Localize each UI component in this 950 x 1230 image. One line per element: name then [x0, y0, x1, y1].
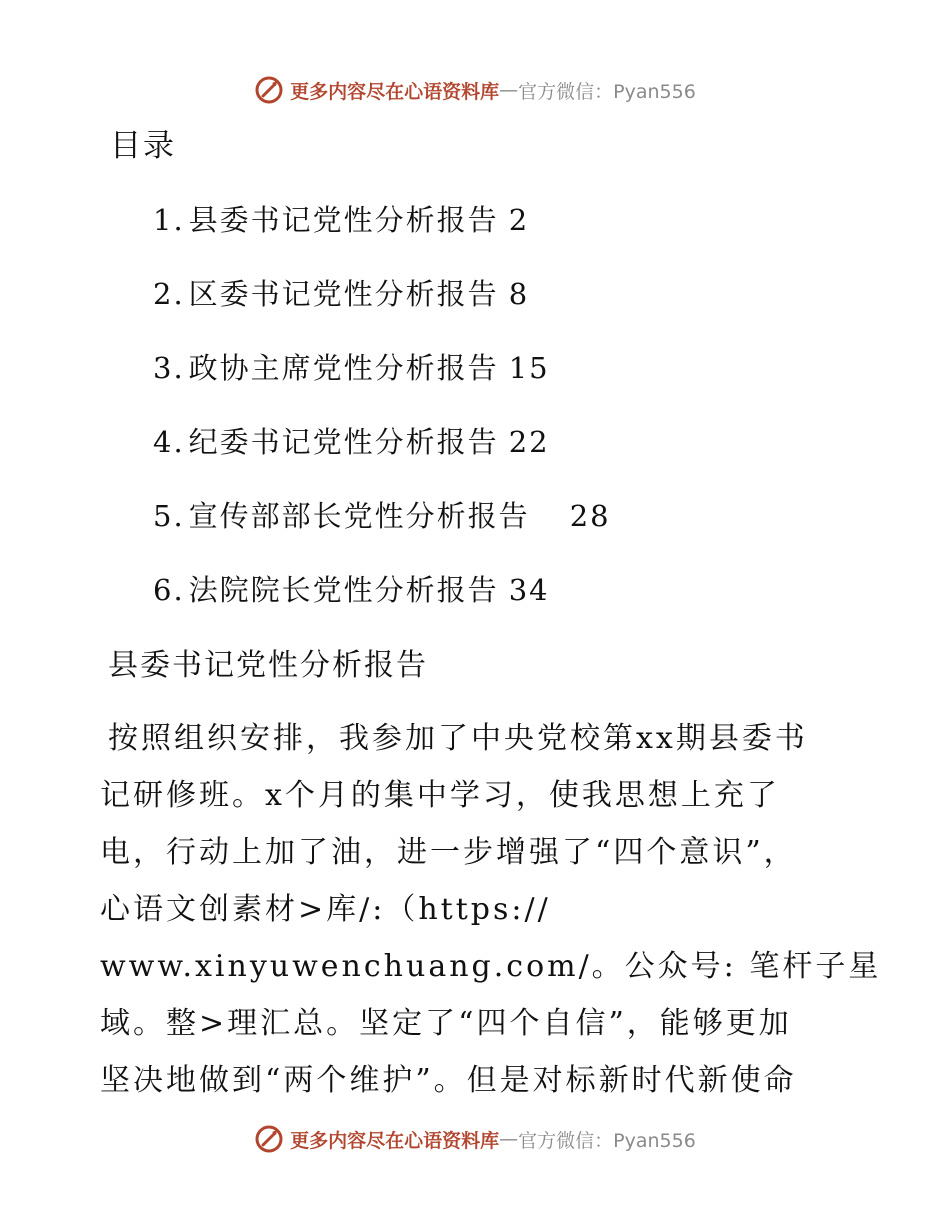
watermark-separator: — — [499, 1128, 519, 1150]
watermark-sub-text: 官方微信：Pyan556 — [518, 1129, 696, 1152]
watermark-main-text: 更多内容尽在心语资料库 — [290, 1129, 500, 1152]
body-line: 按照组织安排，我参加了中央党校第xx期县委书 — [108, 721, 808, 756]
body-line: 电，行动上加了油，进一步增强了“四个意识”， — [100, 835, 797, 870]
toc-list — [153, 198, 611, 642]
footer-watermark — [0, 1121, 950, 1157]
toc-item-text: 县委书记党性分析报告 — [188, 203, 499, 237]
header-watermark — [0, 72, 950, 108]
toc-item-page: 2 — [508, 203, 530, 237]
pen-logo-icon — [254, 75, 284, 105]
toc-item[interactable] — [153, 346, 611, 420]
body-line: 域。整>理汇总。坚定了“四个自信”，能够更加 — [100, 1006, 792, 1041]
toc-item-text: 宣传部部长党性分析报告 — [188, 499, 530, 533]
toc-item-text: 政协主席党性分析报告 — [188, 351, 499, 385]
toc-item-number: 2. — [153, 277, 185, 311]
toc-item-number: 4. — [153, 425, 185, 459]
toc-item[interactable] — [153, 494, 611, 568]
toc-item[interactable] — [153, 420, 611, 494]
watermark-separator: — — [499, 79, 519, 101]
toc-item-page: 34 — [508, 573, 550, 607]
toc-item[interactable] — [153, 568, 611, 642]
pen-logo-icon — [254, 1124, 284, 1154]
toc-item[interactable] — [153, 198, 611, 272]
toc-item-number: 5. — [153, 499, 185, 533]
watermark-main-text: 更多内容尽在心语资料库 — [290, 80, 500, 103]
toc-title: 目录 — [110, 128, 176, 164]
toc-item-number: 6. — [153, 573, 185, 607]
body-paragraph — [100, 716, 882, 1115]
toc-item-page: 15 — [508, 351, 550, 385]
toc-item-text: 区委书记党性分析报告 — [188, 277, 499, 311]
toc-item-text: 法院院长党性分析报告 — [188, 573, 499, 607]
toc-item-page: 28 — [569, 499, 611, 533]
toc-item-page: 22 — [508, 425, 550, 459]
toc-item[interactable] — [153, 272, 611, 346]
toc-item-page: 8 — [508, 277, 530, 311]
body-line: 坚决地做到“两个维护”。但是对标新时代新使命 — [100, 1063, 797, 1098]
toc-item-text: 纪委书记党性分析报告 — [188, 425, 499, 459]
toc-item-number: 1. — [153, 203, 185, 237]
body-line: 心语文创素材>库/:（https:// — [100, 892, 551, 927]
body-line-link[interactable]: www.xinyuwenchuang.com/。公众号: 笔杆子星 — [100, 949, 882, 984]
watermark-sub-text: 官方微信：Pyan556 — [518, 80, 696, 103]
body-line: 记研修班。x个月的集中学习，使我思想上充了 — [100, 778, 780, 813]
section-title: 县委书记党性分析报告 — [108, 648, 428, 683]
toc-item-number: 3. — [153, 351, 185, 385]
